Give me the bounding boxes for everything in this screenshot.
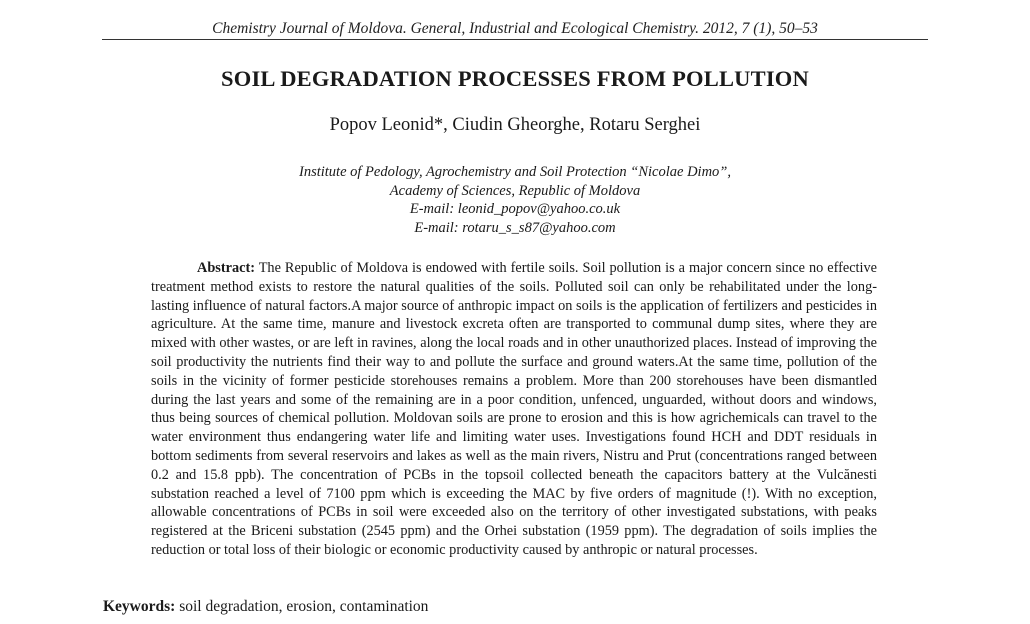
author-list: Popov Leonid*, Ciudin Gheorghe, Rotaru Serghei (329, 115, 701, 135)
affiliation-institute: Institute of Pedology, Agrochemistry and Soil Protection “Nicolae Dimo”, (298, 164, 731, 180)
affiliation-academy: Academy of Sciences, Republic of Moldova (389, 182, 641, 199)
affiliation-block (0, 163, 1030, 237)
paper-title: SOIL DEGRADATION PROCESSES FROM POLLUTION (221, 66, 809, 91)
author-email-2: E-mail: rotaru_s_s87@yahoo.com (414, 219, 616, 236)
author-email-1: E-mail: leonid_popov@yahoo.co.uk (409, 201, 621, 217)
keywords-line (103, 598, 883, 616)
keywords-text: soil degradation, erosion, contamination (179, 598, 429, 615)
abstract-paragraph (151, 259, 877, 560)
journal-header: Chemistry Journal of Moldova. General, Industrial and Ecological Chemistry. 2012, 7 (1), 50–53 (212, 20, 818, 37)
header-divider (102, 39, 928, 40)
keywords-label: Keywords: (103, 598, 176, 615)
abstract-text: The Republic of Moldova is endowed with fertile soils. Soil pollution is a major concern since no effective treatment method exists to restore the natural qualities of the soils. Polluted soil can only be rehabilitated under the long-lasting influence of natural factors.A major source of anthropic impact on soils is the application of fertilizers and pesticides in agriculture. At the same time, manure and livestock excreta often are transported to communal dump sites, where they are mixed with other wastes, or are left in ravines, along the local roads and in other unauthorized places. Instead of improving the soil productivity the nutrients find their way to and pollute the surface and ground waters.At the same time, pollution of the soils in the vicinity of former pesticide storehouses remains a problem. More than 200 storehouses have been dismantled during the last years and some of the remaining are in a poor condition, unfenced, unguarded, without doors and windows, thus being sources of chemical pollution. Moldovan soils are prone to erosion and this is how agrichemicals can travel to the water environment thus endangering water life and limiting water uses. Investigations found HCH and DDT residuals in bottom sediments from several reservoirs and lakes as well as the main rivers, Nistru and Prut (concentrations ranged between 0.2 and 15.8 ppb). The concentration of PCBs in the topsoil collected beneath the capacitors battery at the Vulcănesti substation reached a level of 7100 ppm which is exceeding the MAC by five orders of magnitude (!). With no exception, allowable concentrations of PCBs in soil were exceeded also on the territory of other investigated substations, with peaks registered at the Briceni substation (2545 ppm) and the Orhei substation (1959 ppm). The degradation of soils implies the reduction or total loss of their biologic or economic productivity caused by anthropic or natural processes. (151, 260, 877, 558)
abstract-label: Abstract: (197, 260, 255, 276)
